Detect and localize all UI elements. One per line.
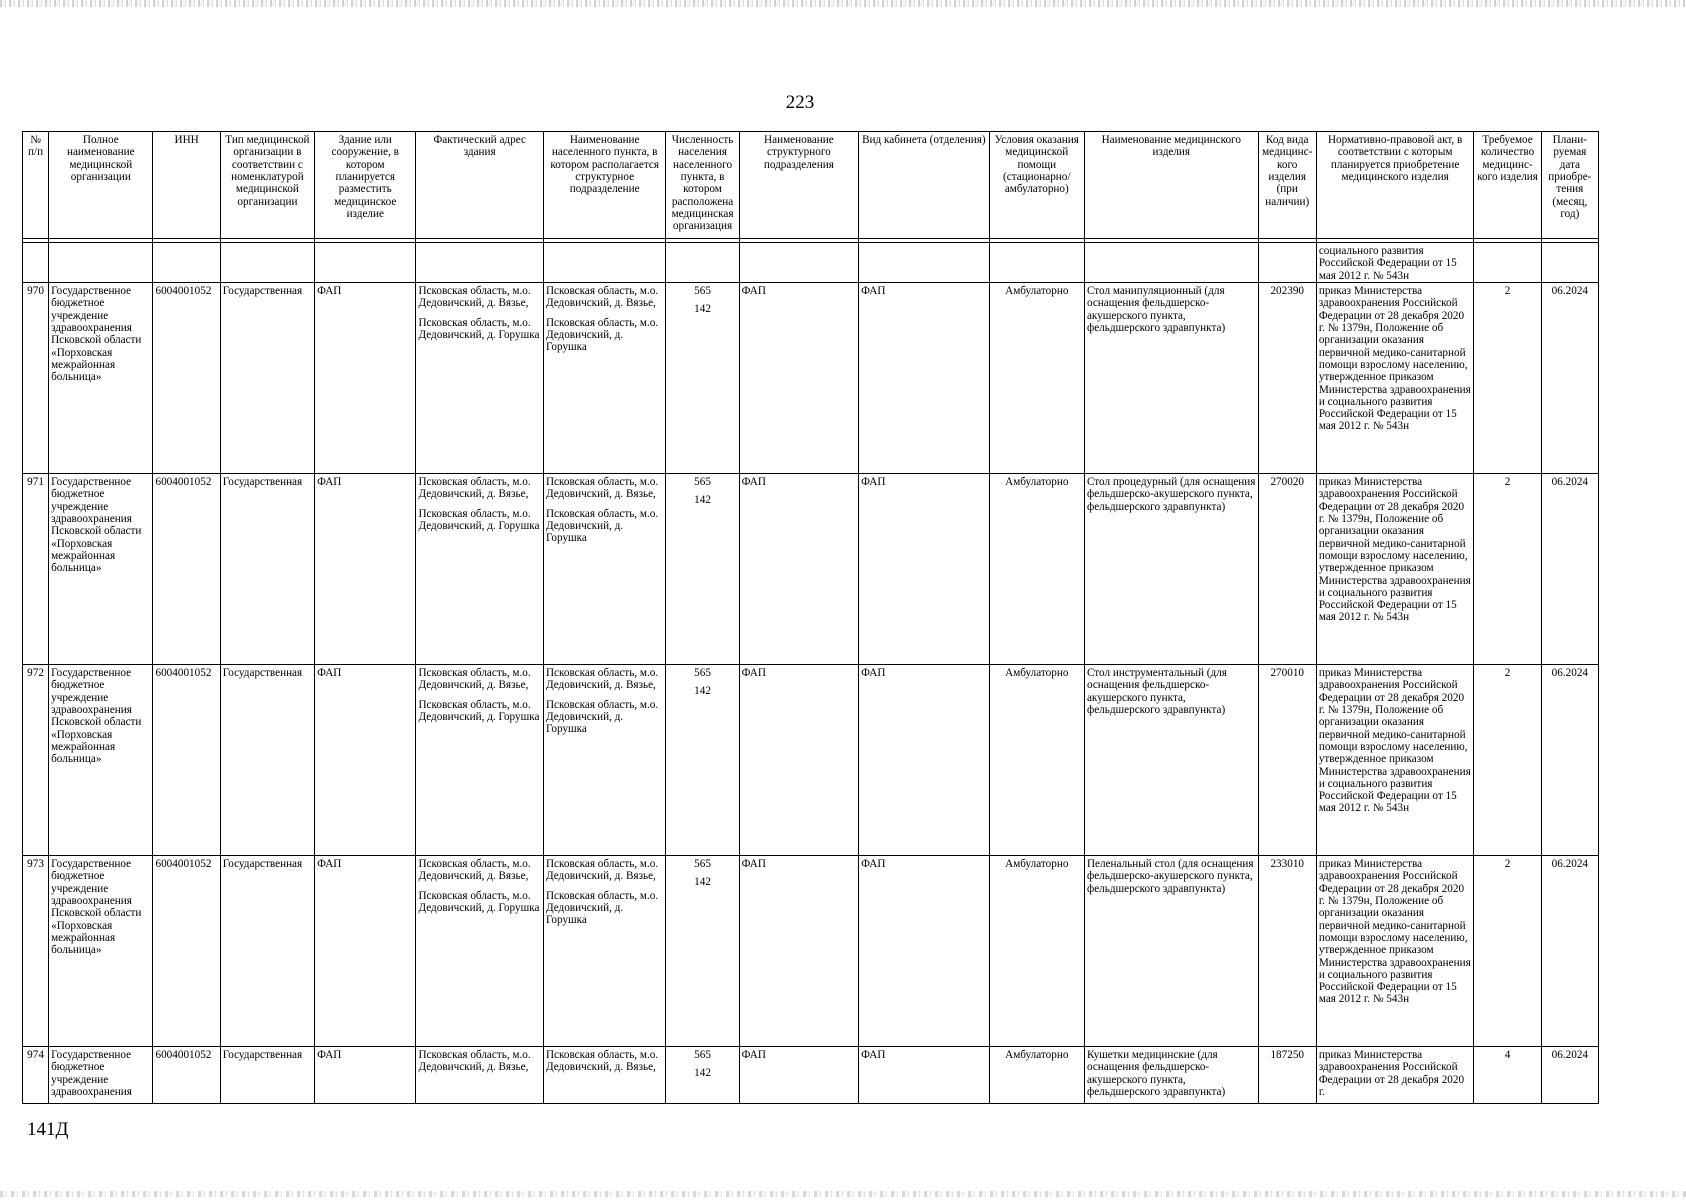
building: ФАП [315, 283, 416, 474]
purchase-date: 06.2024 [1541, 856, 1598, 1047]
building: ФАП [315, 1047, 416, 1104]
device-code: 233010 [1258, 856, 1316, 1047]
purchase-date: 06.2024 [1541, 665, 1598, 856]
row-number: 974 [23, 1047, 49, 1104]
purchase-date: 06.2024 [1541, 283, 1598, 474]
organization-type: Государственная [220, 474, 314, 665]
settlement [543, 1047, 665, 1104]
device-code: 202390 [1258, 283, 1316, 474]
settlement-line: Псковская область, м.о. Дедовичский, д. Горушка [545, 316, 659, 354]
structural-unit: ФАП [739, 856, 858, 1047]
settlement-line: Псковская область, м.о. Дедовичский, д. Вязье, [545, 285, 659, 310]
purchase-date: 06.2024 [1541, 1047, 1598, 1104]
header-cell: Нормативно-правовой акт, в соответствии с которым планируется приобретение медицинского изделия [1316, 132, 1474, 239]
legal-act: приказ Министерства здравоохранения Российской Федерации от 28 декабря 2020 г. № 1379н, Положение об организации оказания первичной медико-санитарной помощи взрослому населению, утвержденное приказом Министерства здравоохранения и социального развития Российской Федерации от 15 мая 2012 г. № 543н [1316, 474, 1474, 665]
header-cell: Код вида медицинс-кого изделия (при наличии) [1258, 132, 1316, 239]
header-cell: Полное наименование медицинской организации [49, 132, 153, 239]
table-row [23, 474, 1599, 665]
actual-address [416, 856, 543, 1047]
scan-edge-top [0, 0, 1686, 7]
quantity: 4 [1474, 1047, 1541, 1104]
address-line: Псковская область, м.о. Дедовичский, д. Горушка [418, 507, 540, 532]
organization-name: Государственное бюджетное учреждение здравоохранения Псковской области «Порховская межрайонная больница» [49, 283, 153, 474]
building: ФАП [315, 665, 416, 856]
document-code: 141Д [27, 1119, 69, 1140]
care-conditions: Амбулаторно [989, 665, 1084, 856]
cabinet-type: ФАП [859, 665, 989, 856]
actual-address [416, 665, 543, 856]
care-conditions: Амбулаторно [989, 856, 1084, 1047]
inn: 6004001052 [153, 665, 220, 856]
population-value: 565 [694, 858, 711, 870]
legal-act: приказ Министерства здравоохранения Российской Федерации от 28 декабря 2020 г. [1316, 1047, 1474, 1104]
address-line: Псковская область, м.о. Дедовичский, д. Вязье, [418, 285, 531, 310]
inn: 6004001052 [153, 1047, 220, 1104]
organization-type: Государственная [220, 665, 314, 856]
cabinet-type: ФАП [859, 1047, 989, 1104]
table-row [23, 283, 1599, 474]
device-name: Пеленальный стол (для оснащения фельдшерско-акушерского пункта, фельдшерского здравпункта) [1084, 856, 1258, 1047]
row-number: 971 [23, 474, 49, 665]
row-number: 970 [23, 283, 49, 474]
structural-unit: ФАП [739, 665, 858, 856]
address-line: Псковская область, м.о. Дедовичский, д. Горушка [418, 889, 540, 914]
header-cell: Фактический адрес здания [416, 132, 543, 239]
header-cell: Наименование структурного подразделения [739, 132, 858, 239]
population [666, 665, 739, 856]
actual-address [416, 474, 543, 665]
legal-act: приказ Министерства здравоохранения Российской Федерации от 28 декабря 2020 г. № 1379н, Положение об организации оказания первичной медико-санитарной помощи взрослому населению, утвержденное приказом Министерства здравоохранения и социального развития Российской Федерации от 15 мая 2012 г. № 543н [1316, 283, 1474, 474]
care-conditions: Амбулаторно [989, 283, 1084, 474]
settlement-line: Псковская область, м.о. Дедовичский, д. Горушка [545, 507, 659, 545]
inn: 6004001052 [153, 283, 220, 474]
organization-type: Государственная [220, 856, 314, 1047]
device-code: 270020 [1258, 474, 1316, 665]
building: ФАП [315, 474, 416, 665]
organization-name: Государственное бюджетное учреждение здравоохранения [49, 1047, 153, 1104]
header-cell: Здание или сооружение, в котором планируется разместить медицинское изделие [315, 132, 416, 239]
page-number: 223 [785, 92, 815, 113]
address-line: Псковская область, м.о. Дедовичский, д. Вязье, [418, 476, 531, 501]
table-row [23, 856, 1599, 1047]
header-cell: Вид кабинета (отделения) [859, 132, 989, 239]
structural-unit: ФАП [739, 1047, 858, 1104]
address-line: Псковская область, м.о. Дедовичский, д. Вязье, [418, 1049, 531, 1074]
header-cell: Требуемое количество медицинс-кого изделия [1474, 132, 1541, 239]
settlement-line: Псковская область, м.о. Дедовичский, д. Вязье, [545, 858, 659, 883]
population [666, 856, 739, 1047]
settlement-line: Псковская область, м.о. Дедовичский, д. Вязье, [545, 667, 659, 692]
cabinet-type: ФАП [859, 474, 989, 665]
address-line: Псковская область, м.о. Дедовичский, д. Вязье, [418, 667, 531, 692]
device-code: 270010 [1258, 665, 1316, 856]
address-line: Псковская область, м.о. Дедовичский, д. Горушка [418, 316, 540, 341]
actual-address [416, 1047, 543, 1104]
population-value: 142 [694, 303, 711, 316]
building: ФАП [315, 856, 416, 1047]
organization-name: Государственное бюджетное учреждение здравоохранения Псковской области «Порховская межрайонная больница» [49, 474, 153, 665]
inn: 6004001052 [153, 474, 220, 665]
organization-type: Государственная [220, 1047, 314, 1104]
structural-unit: ФАП [739, 474, 858, 665]
device-name: Стол процедурный (для оснащения фельдшерско-акушерского пункта, фельдшерского здравпункта) [1084, 474, 1258, 665]
cabinet-type: ФАП [859, 856, 989, 1047]
continuation-text: социального развития Российской Федерации от 15 мая 2012 г. № 543н [1316, 243, 1474, 283]
device-name: Кушетки медицинские (для оснащения фельдшерско-акушерского пункта, фельдшерского здравпункта) [1084, 1047, 1258, 1104]
quantity: 2 [1474, 856, 1541, 1047]
header-cell: Наименование медицинского изделия [1084, 132, 1258, 239]
inn: 6004001052 [153, 856, 220, 1047]
population-value: 565 [694, 476, 711, 488]
equipment-table [22, 131, 1599, 1104]
device-name: Стол манипуляционный (для оснащения фельдшерско-акушерского пункта, фельдшерского здравпункта) [1084, 283, 1258, 474]
settlement [543, 665, 665, 856]
population-value: 565 [694, 1049, 711, 1061]
header-cell: № п/п [23, 132, 49, 239]
settlement-line: Псковская область, м.о. Дедовичский, д. Горушка [545, 889, 659, 927]
header-cell: Наименование населенного пункта, в котором располагается структурное подразделение [543, 132, 665, 239]
quantity: 2 [1474, 474, 1541, 665]
device-name: Стол инструментальный (для оснащения фельдшерско-акушерского пункта, фельдшерского здравпункта) [1084, 665, 1258, 856]
population [666, 283, 739, 474]
organization-name: Государственное бюджетное учреждение здравоохранения Псковской области «Порховская межрайонная больница» [49, 665, 153, 856]
address-line: Псковская область, м.о. Дедовичский, д. Вязье, [418, 858, 531, 883]
table-row [23, 665, 1599, 856]
continuation-row [23, 243, 1599, 283]
header-cell: Условия оказания медицинской помощи (стационарно/ амбулаторно) [989, 132, 1084, 239]
quantity: 2 [1474, 283, 1541, 474]
header-cell: ИНН [153, 132, 220, 239]
population [666, 1047, 739, 1104]
population-value: 565 [694, 667, 711, 679]
header-cell: Численность населения населенного пункта, в котором расположена медицинская организация [666, 132, 739, 239]
settlement-line: Псковская область, м.о. Дедовичский, д. Горушка [545, 698, 659, 736]
legal-act: приказ Министерства здравоохранения Российской Федерации от 28 декабря 2020 г. № 1379н, Положение об организации оказания первичной медико-санитарной помощи взрослому населению, утвержденное приказом Министерства здравоохранения и социального развития Российской Федерации от 15 мая 2012 г. № 543н [1316, 665, 1474, 856]
organization-type: Государственная [220, 283, 314, 474]
header-cell: Тип медицинской организации в соответствии с номенклатурой медицинской организации [220, 132, 314, 239]
settlement [543, 856, 665, 1047]
settlement [543, 474, 665, 665]
population-value: 565 [694, 285, 711, 297]
cabinet-type: ФАП [859, 283, 989, 474]
device-code: 187250 [1258, 1047, 1316, 1104]
organization-name: Государственное бюджетное учреждение здравоохранения Псковской области «Порховская межрайонная больница» [49, 856, 153, 1047]
legal-act: приказ Министерства здравоохранения Российской Федерации от 28 декабря 2020 г. № 1379н, Положение об организации оказания первичной медико-санитарной помощи взрослому населению, утвержденное приказом Министерства здравоохранения и социального развития Российской Федерации от 15 мая 2012 г. № 543н [1316, 856, 1474, 1047]
row-number: 973 [23, 856, 49, 1047]
row-number: 972 [23, 665, 49, 856]
care-conditions: Амбулаторно [989, 474, 1084, 665]
population-value: 142 [694, 685, 711, 698]
actual-address [416, 283, 543, 474]
population-value: 142 [694, 1067, 711, 1080]
population [666, 474, 739, 665]
care-conditions: Амбулаторно [989, 1047, 1084, 1104]
quantity: 2 [1474, 665, 1541, 856]
population-value: 142 [694, 876, 711, 889]
table-row [23, 1047, 1599, 1104]
structural-unit: ФАП [739, 283, 858, 474]
population-value: 142 [694, 494, 711, 507]
purchase-date: 06.2024 [1541, 474, 1598, 665]
settlement [543, 283, 665, 474]
settlement-line: Псковская область, м.о. Дедовичский, д. Вязье, [545, 1049, 659, 1074]
scan-edge-bottom [0, 1191, 1686, 1197]
address-line: Псковская область, м.о. Дедовичский, д. Горушка [418, 698, 540, 723]
header-cell: Плани-руемая дата приобре-тения (месяц, год) [1541, 132, 1598, 239]
header-row [23, 132, 1599, 239]
settlement-line: Псковская область, м.о. Дедовичский, д. Вязье, [545, 476, 659, 501]
